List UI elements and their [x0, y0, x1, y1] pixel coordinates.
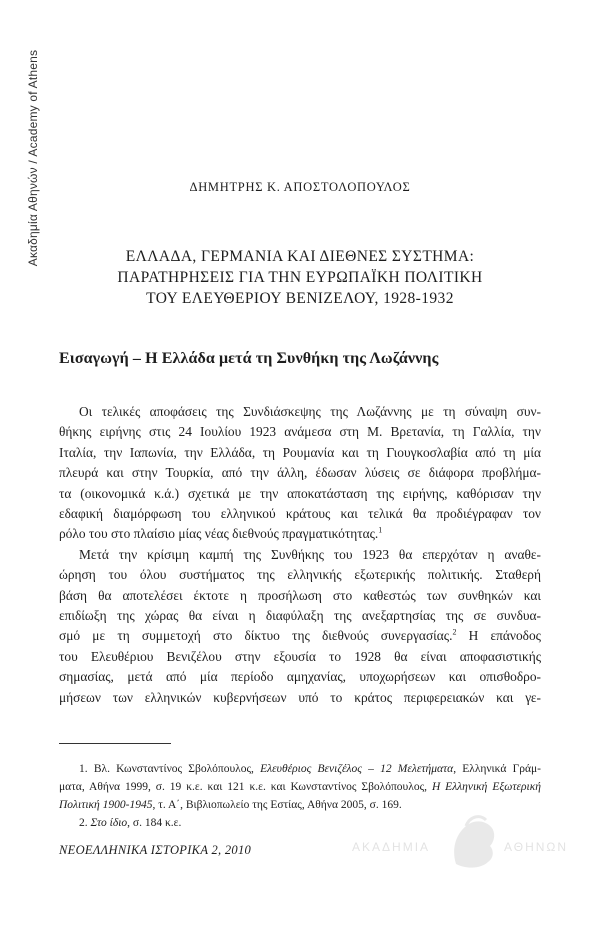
- text-line: επιδίωξη της χώρας θα είναι η διαφύλαξη της ανεξαρτησίας της σε συνδυα-: [59, 608, 541, 624]
- footnote-rule: [59, 743, 171, 744]
- book-title: Ελευθέριος Βενιζέλος – 12 Μελετήματα: [260, 763, 454, 775]
- text-run: σμό με τη συμμετοχή στο δίκτυο της διεθνούς συνεργασίας.: [59, 628, 453, 644]
- text-run: ρόλο του στο πλαίσιο μίας νέας διεθνούς πραγματικότητας.: [59, 526, 379, 542]
- author-name: ΔΗΜΗΤΡΗΣ Κ. ΑΠΟΣΤΟΛΟΠΟΥΛΟΣ: [189, 180, 411, 194]
- title-line: ΠΑΡΑΤΗΡΗΣΕΙΣ ΓΙΑ ΤΗΝ ΕΥΡΩΠΑΪΚΗ ΠΟΛΙΤΙΚΗ: [117, 269, 483, 286]
- text-line: ώρηση του όλου συστήματος της ελληνικής εξωτερικής πολιτικής. Σταθερή: [59, 567, 541, 583]
- text-run: 1. Βλ. Κωνσταντίνος Σβολόπουλος,: [79, 763, 261, 775]
- text-run: , τ. Α΄, Βιβλιοπωλείο της Εστίας, Αθήνα 2005, σ. 169.: [152, 799, 402, 811]
- text-line: θήκης ειρήνης στις 24 Ιουλίου 1923 ανάμεσα στη Μ. Βρετανία, τη Γαλλία, την: [59, 424, 541, 440]
- text-run: ματα, Αθήνα 1999, σ. 19 κ.ε. και 121 κ.ε. και Κωνσταντίνος Σβολόπουλος,: [59, 781, 432, 793]
- text-line: βάση θα αποτελέσει έκτοτε η προσήλωση στο καθεστώς των συνθηκών και: [59, 587, 541, 603]
- text-run: , Ελληνικά Γράμ-: [453, 763, 541, 775]
- journal-footer: ΝΕΟΕΛΛΗΝΙΚΑ ΙΣΤΟΡΙΚΑ 2, 2010: [59, 843, 252, 857]
- section-heading: Εισαγωγή – Η Ελλάδα μετά τη Συνθήκη της Λωζάννης: [59, 350, 439, 367]
- article-title: [60, 246, 540, 309]
- text-line: εδαφική διαμόρφωση του ελληνικού κράτους και τελικά θα προδιέγραφαν τον: [59, 506, 541, 522]
- text-run: Η επάνοδος: [456, 628, 541, 644]
- text-line: Μετά την κρίσιμη καμπή της Συνθήκης του 1923 θα επερχόταν η αναθε-: [79, 546, 541, 562]
- text-line: πλευρά και στην Τουρκία, από την άλλη, έδωσαν λύσεις σε διάφορα προβλήμα-: [59, 465, 541, 481]
- watermark-text: ΑΘΗΝΩΝ: [504, 840, 569, 854]
- watermark-text: ΑΚΑΔΗΜΙΑ: [352, 840, 431, 854]
- book-title: Η Ελληνική Εξωτερική: [431, 781, 541, 793]
- title-line: ΕΛΛΑΔΑ, ΓΕΡΜΑΝΙΑ ΚΑΙ ΔΙΕΘΝΕΣ ΣΥΣΤΗΜΑ:: [125, 248, 475, 265]
- text-line: Ιταλία, την Ιαπωνία, την Ελλάδα, τη Ρουμανία και τη Γιουγκοσλαβία από τη μία: [59, 444, 541, 460]
- text-line: του Ελευθέριου Βενιζέλου στην εξουσία το 1928 θα είναι αποφασιστικής: [59, 648, 541, 664]
- text-run: , σ. 184 κ.ε.: [127, 817, 182, 829]
- body-text: [59, 402, 541, 708]
- text-line: μήσεων των ελληνικών κυβερνήσεων υπό το κράτος περιφερειακών και γε-: [59, 689, 541, 705]
- athena-head-icon: [446, 814, 500, 872]
- footnote-line: [59, 760, 541, 778]
- academy-watermark: [352, 812, 569, 874]
- text-run: Στο ίδιο: [90, 817, 128, 829]
- text-line: [59, 626, 541, 646]
- text-line: Οι τελικές αποφάσεις της Συνδιάσκεψης της Λωζάννης με τη σύναψη συν-: [79, 404, 541, 419]
- title-line: ΤΟΥ ΕΛΕΥΘΕΡΙΟΥ ΒΕΝΙΖΕΛΟΥ, 1928-1932: [146, 290, 454, 307]
- text-run: 2.: [79, 817, 91, 829]
- footnote-line: [59, 778, 541, 796]
- book-title: Πολιτική 1900-1945: [59, 799, 153, 811]
- footnote-marker: 2: [452, 628, 457, 637]
- archive-stamp: Ακαδημία Αθηνών / Academy of Athens: [26, 49, 40, 267]
- text-line: [59, 524, 541, 544]
- text-line: σημασίας, μετά από μία περίοδο αμηχανίας, υποχωρήσεων και οπισθοδρο-: [59, 669, 541, 685]
- text-line: τα (οικονομικά κ.ά.) σχετικά με την αποκατάσταση της ειρήνης, καθόρισαν την: [59, 485, 541, 501]
- footnote-marker: 1: [378, 525, 383, 535]
